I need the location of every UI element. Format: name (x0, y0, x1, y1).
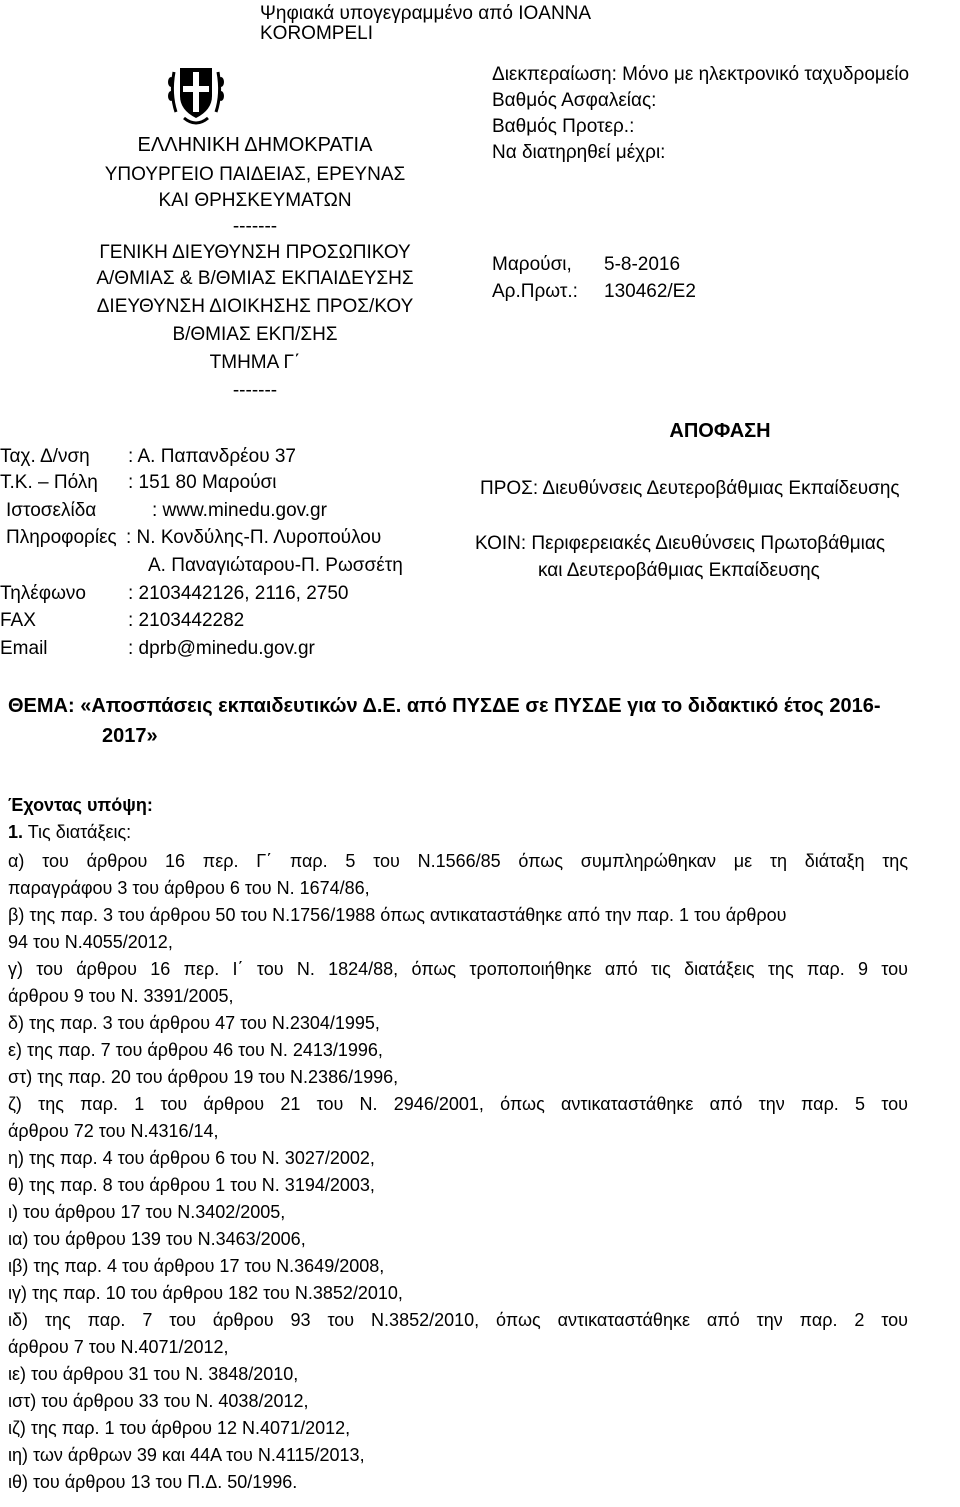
website-label: Ιστοσελίδα (6, 500, 97, 521)
header-directorate-1: ΓΕΝΙΚΗ ΔΙΕΥΘΥΝΣΗ ΠΡΟΣΩΠΙΚΟΥ (99, 242, 411, 263)
info-value-2: Α. Παναγιώταρου-Π. Ρωσσέτη (148, 555, 403, 576)
provision-line: άρθρου 7 του Ν.4071/2012, (8, 1337, 229, 1357)
provision-line: ι) του άρθρου 17 του Ν.3402/2005, (8, 1202, 286, 1222)
protocol-label: Αρ.Πρωτ.: (492, 281, 578, 302)
subject-line-2: 2017» (102, 725, 158, 747)
address-label: Ταχ. Δ/νση (0, 446, 90, 467)
provision-line: 94 του Ν.4055/2012, (8, 932, 173, 952)
provision-line: δ) της παρ. 3 του άρθρου 47 του Ν.2304/1995, (8, 1013, 380, 1033)
decision-title: ΑΠΟΦΑΣΗ (669, 420, 771, 442)
provision-line: ιζ) της παρ. 1 του άρθρου 12 Ν.4071/2012, (8, 1418, 351, 1438)
provision-line: ιθ) του άρθρου 13 του Π.Δ. 50/1996. (8, 1472, 298, 1492)
signature-line-2: KOROMPELI (260, 23, 373, 44)
header-directorate-4: Β/ΘΜΙΑΣ ΕΚΠ/ΣΗΣ (172, 324, 338, 345)
provision-line: ιη) των άρθρων 39 και 44Α του Ν.4115/2013, (8, 1445, 365, 1465)
provision-line: ιγ) της παρ. 10 του άρθρου 182 του Ν.3852/2010, (8, 1283, 403, 1303)
security-level: Βαθμός Ασφαλείας: (492, 90, 657, 111)
provisions-list (8, 848, 908, 1496)
item-1-text: Τις διατάξεις: (27, 822, 132, 842)
place-label: Μαρούσι, (492, 254, 572, 275)
provision-line: άρθρου 72 του Ν.4316/14, (8, 1121, 219, 1141)
considering-heading: Έχοντας υπόψη: (8, 795, 153, 815)
header-ministry-1: ΥΠΟΥΡΓΕΙΟ ΠΑΙΔΕΙΑΣ, ΕΡΕΥΝΑΣ (104, 164, 406, 185)
header-directorate-3: ΔΙΕΥΘΥΝΣΗ ΔΙΟΙΚΗΣΗΣ ΠΡΟΣ/ΚΟΥ (96, 296, 414, 317)
email-value[interactable]: : dprb@minedu.gov.gr (128, 638, 315, 659)
provision-line: η) της παρ. 4 του άρθρου 6 του Ν. 3027/2002, (8, 1148, 375, 1168)
ministry-header (0, 132, 510, 404)
signature-line-1: Ψηφιακά υπογεγραμμένο από IOANNA (260, 3, 592, 24)
provision-line: ια) του άρθρου 139 του Ν.3463/2006, (8, 1229, 306, 1249)
fax-label: FAX (0, 610, 36, 631)
header-country: ΕΛΛΗΝΙΚΗ ΔΗΜΟΚΡΑΤΙΑ (137, 134, 373, 156)
postal-label: Τ.Κ. – Πόλη (0, 472, 98, 493)
provision-line: στ) της παρ. 20 του άρθρου 19 του Ν.2386/1996, (8, 1067, 399, 1087)
priority-level: Βαθμός Προτερ.: (492, 116, 635, 137)
subject-line-1: ΘΕΜΑ: «Αποσπάσεις εκπαιδευτικών Δ.Ε. από ΠΥΣΔΕ σε ΠΥΣΔΕ για το διδακτικό έτος 2016- (8, 695, 881, 717)
provision-line: γ) του άρθρου 16 περ. Ι΄ του Ν. 1824/88, όπως τροποποιήθηκε από τις διατάξεις της παρ. 9 του (8, 959, 908, 979)
recipient-line: ΠΡΟΣ: Διευθύνσεις Δευτεροβάθμιας Εκπαίδευσης (480, 478, 900, 499)
digital-signature-note (260, 4, 591, 44)
phone-label: Τηλέφωνο (0, 583, 86, 604)
postal-value: : 151 80 Μαρούσι (128, 472, 277, 493)
email-label: Email (0, 638, 48, 659)
document-date: 5-8-2016 (604, 254, 681, 275)
header-separator-2: ------- (232, 380, 278, 401)
item-1-number: 1. (8, 822, 24, 842)
cc-line-1: ΚΟΙΝ: Περιφερειακές Διευθύνσεις Πρωτοβάθμιας (475, 533, 886, 554)
provision-line: ε) της παρ. 7 του άρθρου 46 του Ν. 2413/1996, (8, 1040, 383, 1060)
provision-line: β) της παρ. 3 του άρθρου 50 του Ν.1756/1988 όπως αντικαταστάθηκε από την παρ. 1 του άρθρου (8, 905, 787, 925)
website-value[interactable]: : www.minedu.gov.gr (152, 500, 327, 521)
provision-line: ιδ) της παρ. 7 του άρθρου 93 του Ν.3852/2010, όπως αντικαταστάθηκε από την παρ. 2 του (8, 1310, 908, 1330)
provision-line: άρθρου 9 του Ν. 3391/2005, (8, 986, 234, 1006)
fax-value: : 2103442282 (128, 610, 245, 631)
info-value: : Ν. Κονδύλης-Π. Λυροπούλου (126, 527, 382, 548)
phone-value: : 2103442126, 2116, 2750 (128, 583, 349, 604)
provision-line: ζ) της παρ. 1 του άρθρου 21 του Ν. 2946/2001, όπως αντικαταστάθηκε από την παρ. 5 του (8, 1094, 908, 1114)
handling-note: Διεκπεραίωση: Μόνο με ηλεκτρονικό ταχυδρομείο (492, 64, 910, 85)
protocol-number: 130462/Ε2 (604, 281, 696, 302)
provision-line: ιστ) του άρθρου 33 του Ν. 4038/2012, (8, 1391, 309, 1411)
provision-line: παραγράφου 3 του άρθρου 6 του Ν. 1674/86, (8, 878, 370, 898)
provision-line: ιε) του άρθρου 31 του Ν. 3848/2010, (8, 1364, 299, 1384)
provision-line: θ) της παρ. 8 του άρθρου 1 του Ν. 3194/2003, (8, 1175, 375, 1195)
header-ministry-2: ΚΑΙ ΘΡΗΣΚΕΥΜΑΤΩΝ (158, 190, 352, 211)
item-1 (8, 822, 131, 843)
header-department: ΤΜΗΜΑ Γ΄ (209, 352, 301, 373)
provision-line: ιβ) της παρ. 4 του άρθρου 17 του Ν.3649/2008, (8, 1256, 385, 1276)
address-value: : Α. Παπανδρέου 37 (128, 446, 296, 467)
header-separator-1: ------- (232, 216, 278, 237)
provision-line: α) του άρθρου 16 περ. Γ΄ παρ. 5 του Ν.1566/85 όπως συμπληρώθηκαν με τη διάταξη της (8, 851, 908, 871)
info-label: Πληροφορίες (6, 527, 117, 548)
cc-line-2: και Δευτεροβάθμιας Εκπαίδευσης (538, 560, 820, 581)
retention-note: Να διατηρηθεί μέχρι: (492, 142, 666, 163)
greek-state-emblem-icon (160, 58, 232, 130)
header-directorate-2: Α/ΘΜΙΑΣ & Β/ΘΜΙΑΣ ΕΚΠΑΙΔΕΥΣΗΣ (96, 268, 414, 289)
